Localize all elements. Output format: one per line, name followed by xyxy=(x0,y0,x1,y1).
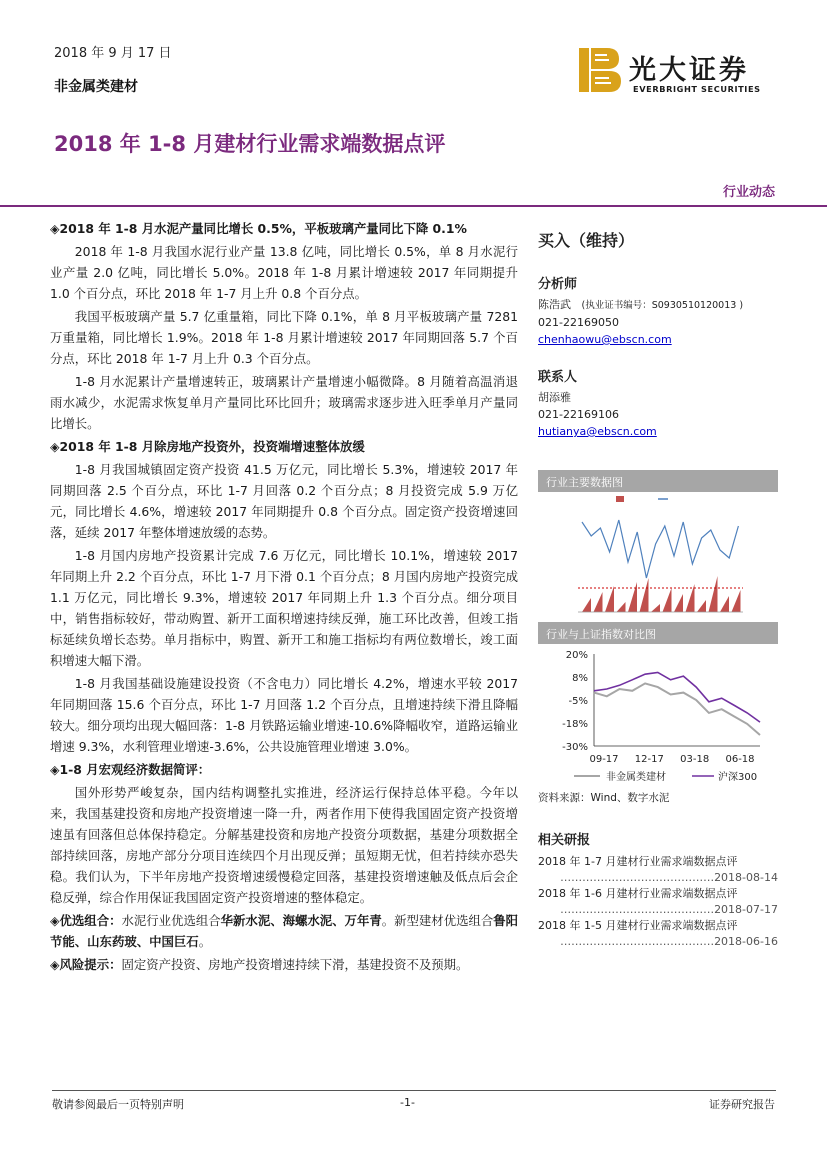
footer-disclaimer: 敬请参阅最后一页特别声明 xyxy=(52,1098,184,1111)
paragraph-fixed-asset: 1-8 月我国城镇固定资产投资 41.5 万亿元，同比增长 5.3%，增速较 2017 年同期回落 2.5 个百分点，环比 1-7 月回落 0.2 个百分点；8 月投资完成 5.9 万亿元，同比增长 4.6%，增速较 2017 年同期提升 0.8 个百分点。固定资产投资增速回落，延续 2017 年整体增速放缓的态势。 xyxy=(50,462,518,540)
chart2-series-building-materials xyxy=(594,683,760,735)
contact-name: 胡添雅 xyxy=(538,391,571,404)
industry-vs-index-chart xyxy=(538,650,778,788)
report-title: 2018 年 1-8 月建材行业需求端数据点评 xyxy=(54,132,446,156)
brand-logo xyxy=(579,48,779,96)
chart2-y-tick-label: 8% xyxy=(572,673,588,684)
picks-end: 。 xyxy=(198,934,212,949)
picks-text-1: 水泥行业优选组合 xyxy=(121,913,221,928)
chart1-bar xyxy=(674,594,683,612)
paragraph-summary: 1-8 月水泥累计产量增速转正，玻璃累计产量增速小幅微降。8 月随着高温消退雨水减少，水泥需求恢复单月产量同比环比回升；玻璃需求逐步进入旺季单月产量同比增长。 xyxy=(50,374,518,431)
chart2-legend-label-2: 沪深300 xyxy=(718,772,758,783)
header-divider xyxy=(0,205,827,207)
industry-data-chart xyxy=(538,492,778,622)
contact-phone: 021-22169106 xyxy=(538,408,619,421)
chart1-series-line xyxy=(582,520,738,578)
brand-name-cn: 光大证券 xyxy=(629,55,749,86)
chart2-y-tick-label: 20% xyxy=(565,650,588,661)
chart2-x-tick-label: 12-17 xyxy=(634,754,664,765)
chart1-bar xyxy=(640,578,649,612)
chart1-bar xyxy=(732,590,741,612)
chart2-x-tick-label: 03-18 xyxy=(680,754,710,765)
picks-text-2: 。新型建材优选组合 xyxy=(381,913,494,928)
analyst-line xyxy=(538,296,778,314)
industry-category: 非金属类建材 xyxy=(54,79,138,95)
paragraph-risk xyxy=(50,954,518,975)
related-report-title: 2018 年 1-7 月建材行业需求端数据点评 xyxy=(538,855,738,868)
section-heading-production: ◈2018 年 1-8 月水泥产量同比增长 0.5%，平板玻璃产量同比下降 0.1% xyxy=(50,221,467,236)
contact-heading: 联系人 xyxy=(538,370,578,385)
related-report-date: ……………………………………2018-07-17 xyxy=(560,903,778,916)
chart2-y-tick-label: -5% xyxy=(568,696,588,707)
report-type-tag: 行业动态 xyxy=(722,185,775,200)
chart1-bar xyxy=(663,588,672,612)
paragraph-real-estate: 1-8 月国内房地产投资累计完成 7.6 万亿元，同比增长 10.1%，增速较 2017 年同期上升 2.2 个百分点，环比 1-7 月下滑 0.1 个百分点；8 月国内房地产投资完成 1.1 万亿元，同比增长 9.3%，增速较 2017 年同期上升 1.3 个百分点。细分项目中，销售指标较好，带动购置、新开工面积增速持续反弹，施工环比改善，但竣工指标延续负增长态势。单月指标中，购置、新开工和施工指标均有两位数增长，竣工面积增速大幅下滑。 xyxy=(50,548,518,668)
picks-label: ◈优选组合： xyxy=(50,913,122,928)
footer-divider xyxy=(52,1090,776,1091)
analyst-phone: 021-22169050 xyxy=(538,316,619,329)
related-reports-heading: 相关研报 xyxy=(538,833,591,848)
chart1-bar xyxy=(697,600,706,612)
chart1-bar xyxy=(582,598,591,612)
chart1-bars xyxy=(582,576,741,612)
chart2-series-csi300 xyxy=(594,672,760,722)
paragraph-infrastructure: 1-8 月我国基础设施建设投资（不含电力）同比增长 4.2%，增速水平较 2017 年同期回落 15.6 个百分点，环比 1-7 月回落 1.2 个百分点，且增速持续下滑且降幅较大。细分项均出现大幅回落：1-8 月铁路运输业增速-10.6%降幅收窄，道路运输业增速 9.3%，水利管理业增速-3.6%，公共设施管理业增速 3.0%。 xyxy=(50,676,518,754)
risk-label: ◈风险提示： xyxy=(50,957,122,972)
main-body xyxy=(50,218,518,977)
contact-email-link[interactable]: hutianya@ebscn.com xyxy=(538,425,657,438)
chart1-bar xyxy=(605,586,614,612)
paragraph-macro: 国外形势严峻复杂，国内结构调整扎实推进，经济运行保持总体平稳。今年以来，我国基建投资和房地产投资增速一降一升，两者作用下使得我国固定资产投资增速虽有回落但总体保持稳定。分解基建投资和房地产投资分项数据，基建分项数据全部持续回落，房地产部分分项目连续四个月出现反弹；虽短期无忧，但若持续亦恐失稳。我们认为，下半年房地产投资增速缓慢稳定回落，基建投资增速触及低点后会企稳反弹，综合作用保证我国固定资产投资增速的整体稳定。 xyxy=(50,785,518,905)
chart2-y-tick-label: -18% xyxy=(562,719,588,730)
risk-text: 固定资产投资、房地产投资增速持续下滑，基建投资不及预期。 xyxy=(121,957,469,972)
section-heading-investment: ◈2018 年 1-8 月除房地产投资外，投资端增速整体放缓 xyxy=(50,439,365,454)
chart2-title: 行业与上证指数对比图 xyxy=(538,622,778,644)
brand-mark-icon xyxy=(579,48,623,92)
chart2-y-tick-label: -30% xyxy=(562,742,588,753)
related-report-date: ……………………………………2018-06-16 xyxy=(560,935,778,948)
brand-name-en: EVERBRIGHT SECURITIES xyxy=(633,84,761,94)
analyst-name: 陈浩武 xyxy=(538,298,571,311)
sidebar xyxy=(538,218,778,950)
chart1-title: 行业主要数据图 xyxy=(538,470,778,492)
chart2-legend-label-1: 非金属类建材 xyxy=(606,772,666,783)
related-report-title: 2018 年 1-5 月建材行业需求端数据点评 xyxy=(538,919,738,932)
paragraph-picks xyxy=(50,910,518,952)
chart2-x-tick-label: 09-17 xyxy=(589,754,619,765)
related-report-2[interactable] xyxy=(538,886,778,918)
chart2-x-tick-label: 06-18 xyxy=(725,754,755,765)
picks-cement: 华新水泥、海螺水泥、万年青 xyxy=(220,913,382,928)
related-report-title: 2018 年 1-6 月建材行业需求端数据点评 xyxy=(538,887,738,900)
rating: 买入（维持） xyxy=(538,231,635,250)
paragraph-glass: 我国平板玻璃产量 5.7 亿重量箱，同比下降 0.1%，单 8 月平板玻璃产量 7281 万重量箱，同比增长 1.9%。2018 年 1-8 月累计增速较 2017 年同期回落 5.7 个百分点，环比 2018 年 1-7 月上升 0.3 个百分点。 xyxy=(50,309,518,366)
related-report-1[interactable] xyxy=(538,854,778,886)
picks-new-materials: 鲁阳节能、山东药玻、中国巨石 xyxy=(50,913,519,949)
analyst-heading: 分析师 xyxy=(538,277,578,292)
chart1-bar xyxy=(628,582,637,612)
report-date: 2018 年 9 月 17 日 xyxy=(54,46,172,61)
chart1-bar xyxy=(651,604,660,612)
related-report-date: ……………………………………2018-08-14 xyxy=(560,871,778,884)
paragraph-cement: 2018 年 1-8 月我国水泥行业产量 13.8 亿吨，同比增长 0.5%，单 8 月水泥行业产量 2.0 亿吨，同比增长 5.0%。2018 年 1-8 月累计增速较 2017 年同期提升 1.0 个百分点，环比 2018 年 1-7 月上升 0.8 个百分点。 xyxy=(50,244,518,301)
analyst-cert: (执业证书编号：S0930510120013 ) xyxy=(581,300,744,311)
analyst-email-link[interactable]: chenhaowu@ebscn.com xyxy=(538,333,672,346)
chart-source: 资料来源：Wind、数字水泥 xyxy=(538,792,670,804)
section-heading-macro: ◈1-8 月宏观经济数据简评： xyxy=(50,762,211,777)
related-report-3[interactable] xyxy=(538,918,778,950)
chart1-bar xyxy=(720,596,729,612)
page-number: -1- xyxy=(400,1096,415,1109)
chart1-bar xyxy=(709,576,718,612)
chart1-bar xyxy=(594,592,603,612)
chart1-bar xyxy=(617,602,626,612)
footer-report-type: 证券研究报告 xyxy=(709,1098,775,1111)
chart1-legend-bar-swatch xyxy=(616,496,624,502)
